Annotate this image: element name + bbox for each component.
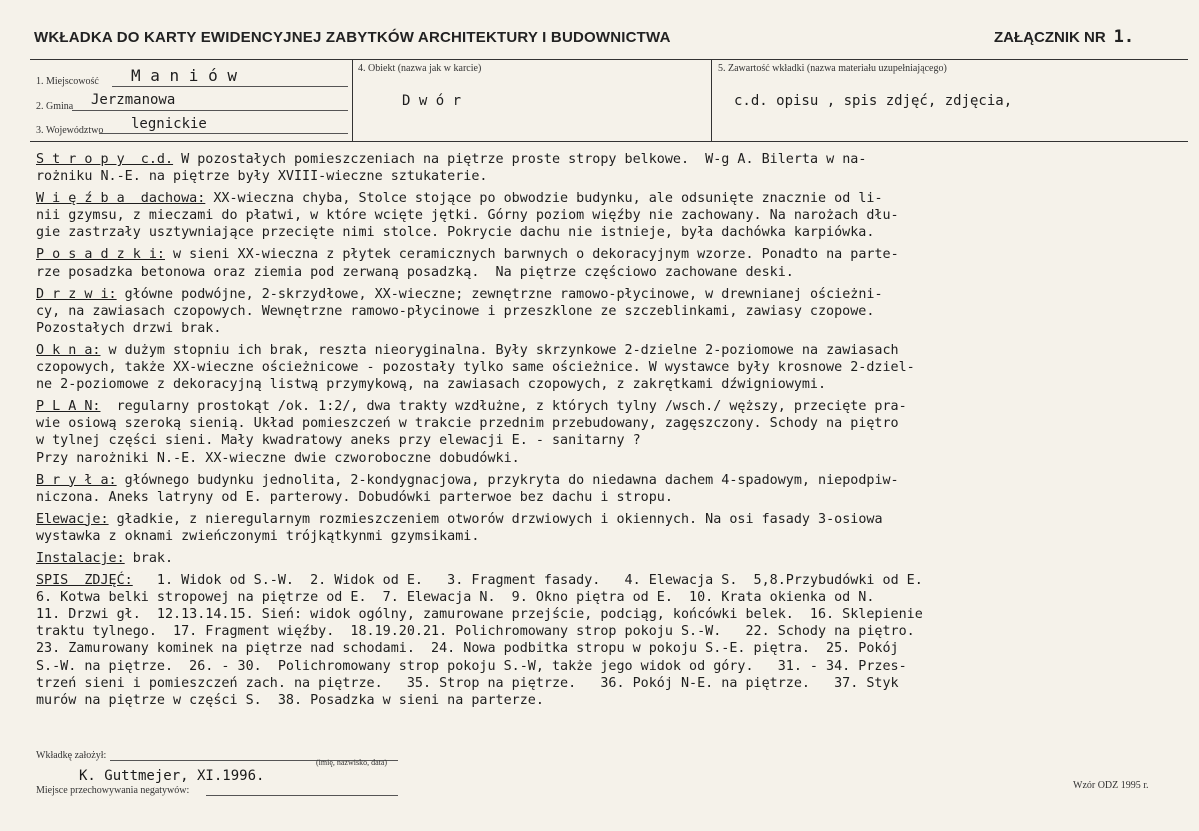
voivodeship-label: 3. Województwo [36,125,104,136]
voivodeship-value: legnickie [131,116,207,132]
negatives-storage-label: Miejsce przechowywania negatywów: [36,785,190,796]
paragraph-line: w sieni XX-wieczna z płytek ceramicznych barwnych o dekoracyjnym wzorze. Ponadto na parte- [165,247,899,263]
paragraph-line: W pozostałych pomieszczeniach na piętrze proste stropy belkowe. W-g A. Bilerta w na- [173,152,867,167]
place-label: 1. Miejscowość [36,76,99,87]
description-paragraph [36,342,1186,393]
paragraph-line: 23. Zamurowany kominek na piętrze nad schodami. 24. Nowa podbitka stropu w pokoju S.-E. piętra. 25. Pokój [36,641,899,657]
commune-underline [72,110,348,111]
paragraph-line: XX-wieczna chyba, Stolce stojące po obwodzie budynku, ale odsunięte znacznie od li- [205,191,883,207]
paragraph-heading: W i ę ź b a dachowa: [36,191,206,207]
paragraph-line: wystawka z oknami zwieńczonymi trójkątkynmi gzymsikami. [36,528,480,544]
paragraph-line: gładkie, z nieregularnym rozmieszczeniem otworów drzwiowych i okiennych. Na osi fasady 3-osiowa [108,511,883,527]
paragraph-line: Przy narożniki N.-E. XX-wieczne dwie czworoboczne dobudówki. [36,450,520,466]
paragraph-line: traktu tylnego. 17. Fragment więźby. 18.19.20.21. Polichromowany strop pokoju S.-W. 22. Schody na piętro. [36,624,915,640]
paragraph-line: murów na piętrze w części S. 38. Posadzka w sieni na parterze. [36,692,544,708]
paragraph-line: gie zastrzały usztywniające przecięte nimi stolce. Pokrycie dachu nie istnieje, była dachówka karpiówka. [36,225,875,241]
voivodeship-underline [99,133,348,134]
paragraph-line: regularny prostokąt /ok. 1:2/, dwa trakty wzdłużne, z których tylny /wsch./ węższy, przecięte pra- [100,399,907,415]
paragraph-heading: B r y ł a: [36,472,117,488]
description-paragraph [36,286,1186,337]
paragraph-line: 11. Drzwi gł. 12.13.14.15. Sień: widok ogólny, zamurowane przejście, podciąg, końcówki belek. 16. Sklepienie [36,607,923,623]
paragraph-line: Pozostałych drzwi brak. [36,320,222,336]
paragraph-line: cy, na zawiasach czopowych. Wewnętrzne ramowo-płycinowe i przeszklone ze szczeblinkami, zawiasy czopowe. [36,303,875,319]
paragraph-line: trzeń sieni i pomieszczeń zach. na piętrze. 35. Strop na piętrze. 36. Pokój N-E. na piętrze. 37. Styk [36,675,899,691]
paragraph-line: w tylnej części sieni. Mały kwadratowy aneks przy elewacji E. - sanitarny ? [36,433,641,449]
place-underline [112,86,348,87]
paragraph-line: czopowych, także XX-wieczne ościeżnicowe - pozostały tylko same ościeżnice. W wystawce były krosnowe 2-dziel- [36,360,915,376]
paragraph-heading: S t r o p y c.d. [36,152,174,167]
attachment-value: 1. [1113,27,1135,47]
description-paragraph [36,190,1186,241]
paragraph-line: główne podwójne, 2-skrzydłowe, XX-wieczne; zewnętrzne ramowo-płycinowe, w drewnianej ościeżni- [116,286,883,302]
paragraph-line: S.-W. na piętrze. 26. - 30. Polichromowany strop pokoju S.-W, także jego widok od góry. 31. - 34. Przes- [36,658,907,674]
paragraph-line: rożniku N.-E. na piętrze były XVIII-wieczne sztukaterie. [36,169,488,185]
paragraph-line: wie osiową szeroką sienią. Układ pomieszczeń w trakcie przednim przebudowany, zagęszczony. Schody na piętro [36,416,899,432]
place-value: M a n i ó w [131,66,237,85]
paragraph-heading: Elewacje: [36,511,109,527]
column-divider-1 [352,59,353,142]
description-paragraph [36,550,1186,567]
paragraph-line: 6. Kotwa belki stropowej na piętrze od E. 7. Elewacja N. 9. Okno piętra od E. 10. Krata okienka od N. [36,590,875,606]
paragraph-heading: O k n a: [36,342,101,358]
description-paragraph [36,472,1186,506]
paragraph-line: w dużym stopniu ich brak, reszta nieoryginalna. Były skrzynkowe 2-dzielne 2-poziomowe na zawiasach [100,342,899,358]
description-paragraph [36,398,1186,466]
object-value: D w ó r [402,93,462,109]
attachment-label: ZAŁĄCZNIK NR [994,29,1106,46]
paragraph-heading: P o s a d z k i: [36,247,165,263]
paragraph-line: brak. [124,550,174,566]
description-paragraph [36,151,1186,185]
paragraph-heading: Instalacje: [36,550,125,566]
created-by-label: Wkładkę założył: [36,750,107,761]
description-paragraph [36,572,1186,709]
storage-underline [206,795,398,796]
form-code: Wzór ODZ 1995 r. [1073,780,1149,791]
paragraph-heading: P L A N: [36,399,101,415]
commune-label: 2. Gmina [36,101,74,112]
form-title: WKŁADKA DO KARTY EWIDENCYJNEJ ZABYTKÓW ARCHITEKTURY I BUDOWNICTWA [34,29,671,46]
content-value: c.d. opisu , spis zdjęć, zdjęcia, [734,93,1013,109]
paragraph-line: głównego budynku jednolita, 2-kondygnacjowa, przykryta do niedawna dachem 4-spadowym, niepodpiw- [116,472,899,488]
paragraph-heading: D r z w i: [36,286,117,302]
object-label: 4. Obiekt (nazwa jak w karcie) [358,63,482,74]
header-top-rule [30,59,1188,60]
column-divider-2 [711,59,712,142]
paragraph-line: nii gzymsu, z mieczami do płatwi, w które wcięte jętki. Górny poziom więźby nie zachowany. Na narożach dłu- [36,208,899,224]
paragraph-line: rze posadzka betonowa oraz ziemia pod zerwaną posadzką. Na piętrze częściowo zachowane deski. [36,264,794,280]
content-label: 5. Zawartość wkładki (nazwa materiału uzupełniającego) [718,63,947,74]
paragraph-line: 1. Widok od S.-W. 2. Widok od E. 3. Fragment fasady. 4. Elewacja S. 5,8.Przybudówki od E. [132,573,923,589]
commune-value: Jerzmanowa [91,92,176,108]
paragraph-line: ne 2-poziomowe z dekoracyjną listwą przymykową, na zawiasach czopowych, z zakrętkami dźwigniowymi. [36,377,827,393]
description-body [36,151,1186,714]
name-hint: (imię, nazwisko, data) [316,758,388,767]
paragraph-heading: SPIS ZDJĘĆ: [36,573,133,589]
description-paragraph [36,511,1186,545]
author-signature: K. Guttmejer, XI.1996. [79,768,265,784]
paragraph-line: niczona. Aneks latryny od E. parterowy. Dobudówki parterwoe bez dachu i stropu. [36,489,673,505]
description-paragraph [36,246,1186,280]
attachment-number [994,27,1134,47]
header-bottom-rule [30,141,1188,142]
